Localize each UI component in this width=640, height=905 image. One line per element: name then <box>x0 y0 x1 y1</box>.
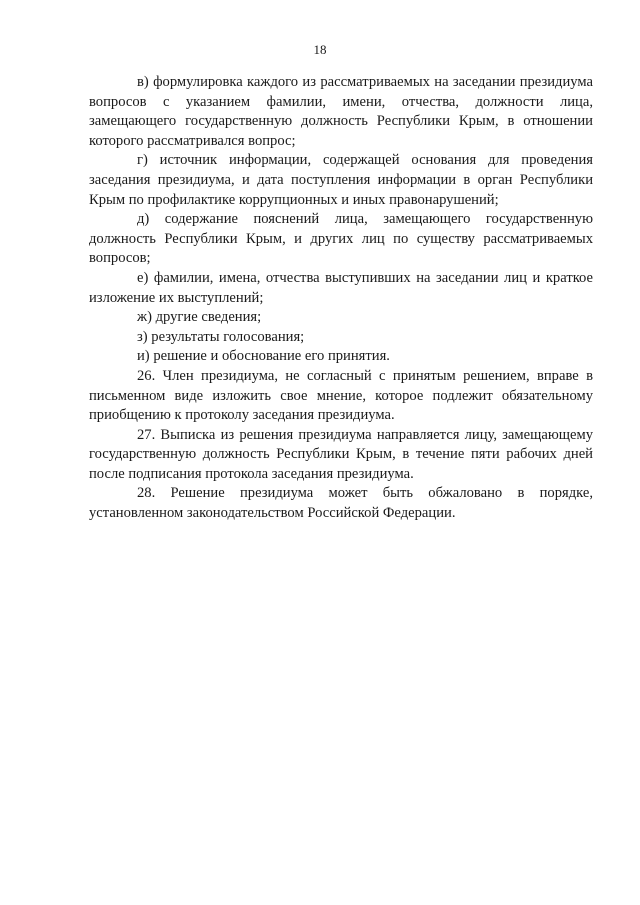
paragraph-item-i: и) решение и обоснование его принятия. <box>137 348 390 365</box>
paragraph-item-d: д) содержание пояснений лица, замещающего государственную должность Республики Крым, и других лиц по существу рассматриваемых вопросов; <box>89 211 593 267</box>
document-body <box>89 73 593 524</box>
clause-27: 27. Выписка из решения президиума направляется лицу, замещающему государственную должность Республики Крым, в течение пяти рабочих дней после подписания протокола заседания президиума. <box>89 426 593 482</box>
clause-28: 28. Решение президиума может быть обжаловано в порядке, установленном законодательством Российской Федерации. <box>89 485 593 522</box>
paragraph-item-e: е) фамилии, имена, отчества выступивших на заседании лиц и краткое изложение их выступлений; <box>89 269 593 306</box>
paragraph-item-z: з) результаты голосования; <box>137 328 305 345</box>
paragraph-item-v: в) формулировка каждого из рассматриваемых на заседании президиума вопросов с указанием фамилии, имени, отчества, должности лица, замещающего государственную должность Республики Крым, в отношении которого рассматривался вопрос; <box>89 74 593 149</box>
paragraph-item-zh: ж) другие сведения; <box>137 309 262 326</box>
clause-26: 26. Член президиума, не согласный с принятым решением, вправе в письменном виде изложить свое мнение, которое подлежит обязательному приобщению к протоколу заседания президиума. <box>89 367 593 424</box>
page-number: 18 <box>313 42 327 57</box>
paragraph-item-g: г) источник информации, содержащей основания для проведения заседания президиума, и дата поступления информации в орган Республики Крым по профилактике коррупционных и иных правонарушений; <box>89 152 593 208</box>
